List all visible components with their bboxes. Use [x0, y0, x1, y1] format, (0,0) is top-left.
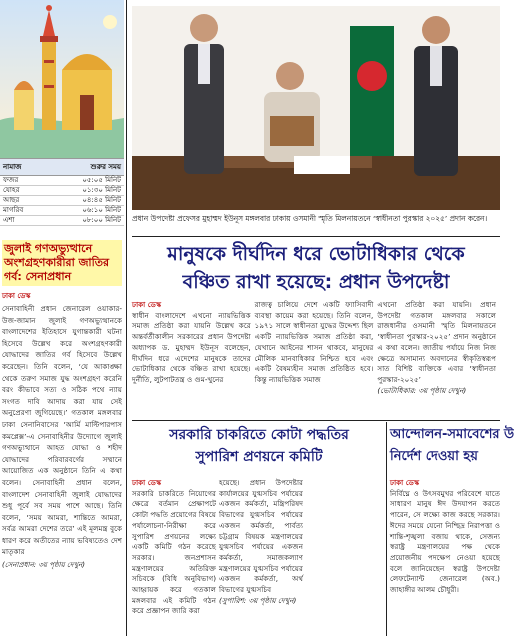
prayer-name: মাগরিব	[3, 206, 24, 214]
prayer-name: এশা	[3, 216, 15, 224]
column-divider	[126, 0, 127, 636]
main-story-text-3: এখনো প্রতিষ্ঠা করা যায়নি। প্রধান উপদেষ্টা গতকাল মঙ্গলবার সকালে রাজধানীর ওসমানী স্মৃতি মিলনায়তনে ‘স্বাধীনতা পুরস্কার-২০২৫’ প্রদান অনুষ্ঠানে এ কথা বলেন। জাতীয় পর্যায়ে নিজ নিজ ক্ষেত্রে অসামান্য অবদানের স্বীকৃতিস্বরূপ সাত বিশিষ্ট ব্যক্তিকে এবার ‘স্বাধীনতা পুরস্কার-২০২৫’	[377, 300, 497, 384]
main-story-body	[132, 300, 500, 418]
army-chief-headline: জুলাই গণঅভ্যুত্থানে অংশগ্রহণকারীরা জাতির গর্ব: সেনাপ্রধান	[2, 240, 122, 286]
protest-dateline: ঢাকা ডেস্ক	[390, 478, 420, 487]
quota-text-2: হয়েছে। প্রধান উপদেষ্টার কার্যালয়ের যুগ্মসচিব পর্যায়ের একজন কর্মকর্তা, মন্ত্রিপরিষদ বিভাগের যুগ্মসচিব পর্যায়ের একজন কর্মকর্তা, পার্বত্য চট্টগ্রাম বিষয়ক মন্ত্রণালয়ের যুগ্মসচিব পর্যায়ের একজন কর্মকর্তা, সমাজকল্যাণ মন্ত্রণালয়ের যুগ্মসচিব পর্যায়ের একজন কর্মকর্তা, অর্থ বিভাগের যুগ্মসচিব	[219, 478, 303, 595]
army-chief-continued: (সেনাপ্রধান: ৩য় পৃষ্ঠায় দেখুন)	[2, 561, 85, 570]
quota-headline	[132, 424, 386, 468]
main-headline	[132, 240, 500, 296]
prayer-times-table	[0, 158, 124, 226]
prayer-name: ফজর	[3, 176, 19, 184]
prayer-time: ০৮:০০ মিনিট	[82, 216, 121, 224]
section-divider	[132, 420, 500, 421]
quota-column-1	[132, 478, 219, 636]
left-column	[0, 0, 124, 636]
prayer-time: ০৬:১০ মিনিট	[82, 206, 121, 214]
award-ceremony-photo-graphic	[132, 6, 500, 210]
main-story-text-2: রাজত্ব চালিয়ে দেশে একটি ফ্যাসিবাদী ব্যবস্থা কায়েম করা হয়েছে। তিনি বলেন, ১৯৭১ সালে স্বাধীনতা যুদ্ধের উদ্দেশ্য ছিল একটি ন্যায়ভিত্তিক সমাজ প্রতিষ্ঠা করা, যেখানে আইনের শাসন থাকবে, মানুষের মৌলিক মানবাধিকার নিশ্চিত হবে এবং একটি বৈষম্যহীন সমাজ প্রতিষ্ঠিত হবে। কিন্তু ন্যায়ভিত্তিক সমাজ	[254, 300, 374, 384]
quota-story-body	[132, 478, 386, 636]
section-divider	[132, 236, 500, 237]
army-chief-story	[2, 240, 122, 571]
quota-headline-line-1: সরকারি চাকরিতে কোটা পদ্ধতির	[169, 427, 349, 443]
column-divider	[386, 422, 387, 636]
protest-headline-line-2: নির্দেশ দেওয়া হয়	[390, 449, 478, 464]
prayer-name: আছর	[3, 196, 20, 204]
army-chief-dateline: ঢাকা ডেস্ক	[2, 292, 31, 300]
main-story-column-1	[132, 300, 255, 418]
prayer-row	[0, 216, 124, 226]
prayer-header-time: শুরুর সময়	[90, 163, 121, 171]
photo-caption: প্রধান উপদেষ্টা প্রফেসর মুহাম্মদ ইউনূস মঙ্গলবার ঢাকায় ওসমানী স্মৃতি মিলনায়তনে ‘স্বাধীনতা পুরস্কার ২০২৫’ প্রদান করেন।	[132, 214, 488, 223]
protest-headline-line-1: আন্দোলন-সমাবেশের উ	[390, 427, 514, 442]
main-column	[128, 0, 514, 636]
main-story-continued: (ভোটাধিকার: ৩য় পৃষ্ঠায় দেখুন)	[377, 385, 467, 395]
main-headline-line-2: বঞ্চিত রাখা হয়েছে: প্রধান উপদেষ্টা	[182, 271, 450, 293]
prayer-header-name: নামাজ	[3, 163, 22, 171]
prayer-row	[0, 176, 124, 186]
army-chief-body: সেনাবাহিনী প্রধান জেনারেল ওয়াকার-উজ-জামান জুলাই গণঅভ্যুত্থানকে বাংলাদেশের ইতিহাসে যুগান্তকারী ঘটনা হিসেবে উল্লেখ করে অংশগ্রহণকারী যোদ্ধাদের জাতির গর্ব হিসেবে উল্লেখ করেছেন। তিনি বলেন, ‘যে আকাঙ্ক্ষা থেকে তরুণ সমাজ যুদ্ধ অংশগ্রহণ করেনি বরং কীভাবে সত্য ও সঠিক পথে ন্যায় সংগত দাবি আদায় করা যায় সেই অনুপ্রেরণা জুগিয়েছে।’ গতকাল মঙ্গলবার ঢাকা সেনানিবাসের ‘আর্মি মাল্টিপারপাস কমপ্লেক্স’-এ সেনাবাহিনীর উদ্যোগে জুলাই গণঅভ্যুত্থানে আহত যোদ্ধা ও শহীদ যোদ্ধাদের পরিবারবর্গের সম্মানে আয়োজিত এক অনুষ্ঠানে তিনি এ কথা বলেন। সেনাবাহিনী প্রধান বলেন, বাংলাদেশ সেনাবাহিনী জুলাই যোদ্ধাদের শুধু পূর্বে সব সময় পাশে আছে। তিনি বলেন, ‘সময় আমরা, শান্তিতে আমরা, সর্বত্র আমরা দেশের তরে’ এই মূলমন্ত্র বুকে ধারণ করে অতীতের ন্যায় ভবিষ্যতেও দেশ মাতৃকার	[2, 304, 122, 557]
prayer-row	[0, 186, 124, 196]
main-story-dateline: ঢাকা ডেস্ক	[132, 300, 162, 309]
main-story-text-1: স্বাধীন বাংলাদেশে এখনো ন্যায়ভিত্তিক সমাজ প্রতিষ্ঠা করা যায়নি উল্লেখ করে অন্তর্বর্তীকালীন সরকারের প্রধান উপদেষ্টা অধ্যাপক ড. মুহাম্মদ ইউনূস বলেছেন, দীর্ঘদিন ধরে এদেশের মানুষকে তাদের ভোটাধিকার থেকে বঞ্চিত রাখা হয়েছে। দুর্নীতি, লুটপাটতন্ত্র ও গুম-খুনের	[132, 310, 251, 384]
prayer-time: ০৫:০৫ মিনিট	[82, 176, 121, 184]
quota-dateline: ঢাকা ডেস্ক	[132, 478, 162, 487]
prayer-row	[0, 196, 124, 206]
prayer-time: ০৪:৪৫ মিনিট	[82, 196, 121, 204]
quota-continued: (সুপারিশ: ৩য় পৃষ্ঠায় দেখুন)	[219, 595, 297, 605]
mosque-illustration-graphic	[0, 0, 124, 158]
main-headline-line-1: মানুষকে দীর্ঘদিন ধরে ভোটাধিকার থেকে	[167, 243, 465, 265]
award-ceremony-photo	[132, 6, 500, 210]
prayer-time: ০১:৩০ মিনিট	[82, 186, 121, 194]
main-story-column-2	[255, 300, 378, 418]
quota-headline-line-2: সুপারিশ প্রণয়নে কমিটি	[195, 449, 323, 465]
prayer-row	[0, 206, 124, 216]
main-story-column-3	[377, 300, 500, 418]
quota-column-2	[219, 478, 306, 636]
prayer-table-header	[0, 158, 124, 176]
mosque-illustration	[0, 0, 124, 158]
protest-headline	[390, 424, 514, 468]
protest-story-body	[390, 478, 500, 596]
protest-text: নির্বিঘ্নে ও উৎসবমুখর পরিবেশে যাতে সাধারণ মানুষ ঈদ উদযাপন করতে পারেন, সে লক্ষ্যে কাজ করছে সরকার। ঈদের সময়ে যেনো নিশ্ছিদ্র নিরাপত্তা ও শান্তি-শৃঙ্খলা বজায় থাকে, সেজন্য স্বরাষ্ট্র মন্ত্রণালয়ের পক্ষ থেকে প্রয়োজনীয় পদক্ষেপ নেওয়া হয়েছে বলে জানিয়েছেন স্বরাষ্ট্র উপদেষ্টা লেফটেন্যান্ট জেনারেল (অব.) জাহাঙ্গীর আলম চৌধুরী।	[390, 488, 500, 595]
prayer-name: যোহর	[3, 186, 20, 194]
quota-text-1: সরকারি চাকরিতে নিয়োগের ক্ষেত্রে বর্তমান প্রেক্ষাপটে কোটা পদ্ধতি প্রয়োগের বিষয়ে পর্যালোচনা-নিরীক্ষা করে সুপারিশ প্রণয়নের লক্ষ্যে একটি কমিটি গঠন করেছে সরকার। জনপ্রশাসন মন্ত্রণালয়ের অতিরিক্ত সচিবকে (বিধি অনুবিভাগ) আহ্বায়ক করে গতকাল মঙ্গলবার এই কমিটি গঠন করে প্রজ্ঞাপন জারি করা	[132, 488, 216, 616]
